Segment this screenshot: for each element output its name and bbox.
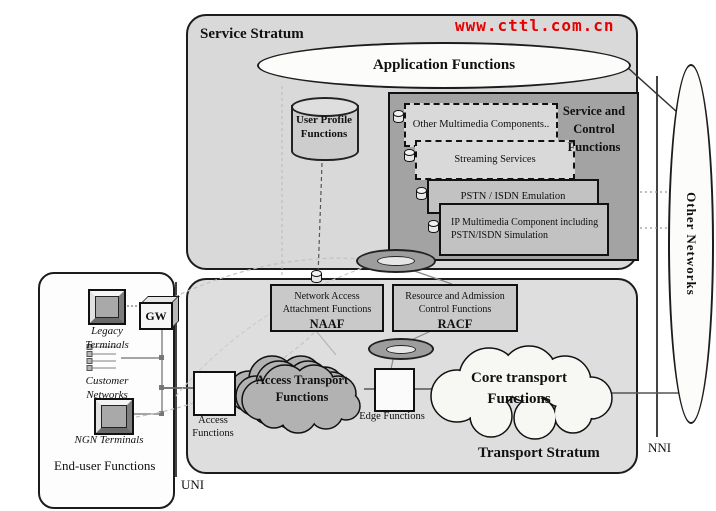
racf-line1: Resource and Admission bbox=[405, 291, 505, 302]
core-transport-cloud-label: Core transport Functions bbox=[471, 370, 567, 407]
watermark-url: www.cttl.com.cn bbox=[455, 16, 615, 35]
ngn-terminals-label: NGN Terminals bbox=[74, 434, 144, 446]
user-profile-cylinder-icon bbox=[291, 97, 357, 161]
stratum-interface-ring-icon bbox=[368, 338, 434, 360]
naaf-cylinder-icon bbox=[311, 270, 322, 283]
racf-acronym: RACF bbox=[437, 317, 473, 331]
access-transport-cloud-label: Access Transport Functions bbox=[255, 373, 349, 404]
end-user-functions-label: End-user Functions bbox=[54, 458, 156, 473]
component-streaming-services bbox=[415, 140, 575, 180]
service-stratum-label: Service Stratum bbox=[200, 26, 304, 42]
naaf-box bbox=[270, 284, 384, 332]
edge-functions-label: Edge Functions bbox=[359, 411, 425, 422]
ngn-terminal-icon bbox=[94, 398, 134, 435]
racf-box bbox=[392, 284, 518, 332]
component-label: PSTN / ISDN Emulation bbox=[460, 190, 566, 202]
component-ip-multimedia bbox=[439, 203, 609, 256]
uni-label: UNI bbox=[181, 477, 205, 492]
application-functions-label: Application Functions bbox=[372, 57, 516, 73]
user-profile-label: User Profile Functions bbox=[295, 114, 353, 141]
service-control-label: Service and Control Functions bbox=[562, 104, 626, 155]
stratum-interface-ring-icon bbox=[356, 249, 436, 273]
racf-line2: Control Functions bbox=[418, 304, 492, 315]
transport-stratum-label: Transport Stratum bbox=[478, 445, 600, 461]
gateway-box: GW bbox=[139, 302, 173, 330]
other-networks-ellipse bbox=[668, 64, 714, 424]
nni-label: NNI bbox=[648, 440, 672, 455]
edge-functions-box bbox=[374, 368, 415, 412]
legacy-terminal-icon bbox=[88, 289, 126, 325]
legacy-terminals-label: Legacy Terminals bbox=[85, 325, 129, 352]
access-functions-label: Access Functions bbox=[192, 415, 234, 439]
access-functions-box bbox=[193, 371, 236, 416]
component-label: Streaming Services bbox=[454, 154, 536, 166]
naaf-line2: Attachment Functions bbox=[282, 304, 372, 315]
customer-networks-label: Customer Networks bbox=[85, 375, 129, 402]
component-cylinder-icon bbox=[393, 110, 404, 123]
component-label: IP Multimedia Component including PSTN/ISDN Simulation bbox=[451, 217, 599, 241]
component-cylinder-icon bbox=[428, 220, 439, 233]
other-networks-label: Other Networks bbox=[684, 192, 700, 296]
application-functions-ellipse bbox=[257, 42, 631, 89]
component-cylinder-icon bbox=[416, 187, 427, 200]
component-cylinder-icon bbox=[404, 149, 415, 162]
naaf-acronym: NAAF bbox=[309, 317, 345, 331]
component-label: Other Multimedia Components.. bbox=[412, 119, 550, 131]
naaf-line1: Network Access bbox=[294, 291, 360, 302]
